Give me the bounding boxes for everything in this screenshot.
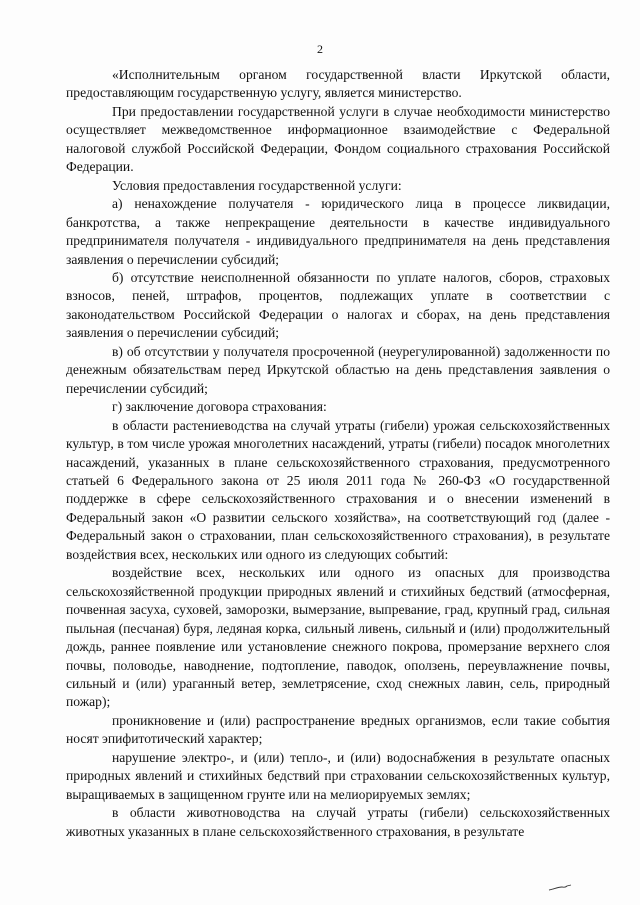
paragraph-conditions-heading: Условия предоставления государственной услуги:: [112, 177, 402, 193]
paragraph-natural-hazards: воздействие всех, нескольких или одного из опасных для производства сельскохозяйственной продукции природных явлений и стихийных бедствий (атмосферная, почвенная засуха, суховей, заморозки, вымерзание, выпревание, град, крупный град, сильная пыльная (песчаная) буря, ледяная корка, сильный ливень, сильный и (или) продолжительный дождь, раннее появление или установление снежного покрова, промерзание верхнего слоя почвы, половодье, наводнение, подтопление, паводок, оползень, переувлажнение почвы, сильный и (или) ураганный ветер, землетрясение, сход снежных лавин, сель, природный пожар);: [66, 565, 610, 710]
paragraph-utility-disruption: нарушение электро-, и (или) тепло-, и (или) водоснабжения в результате опасных природных явлений и стихийных бедствий при страховании сельскохозяйственных культур, выращиваемых в защищенном грунте или на мелиорируемых землях;: [66, 749, 610, 802]
paragraph-crop-insurance: в области растениеводства на случай утраты (гибели) урожая сельскохозяйственных культур, в том числе урожая многолетних насаждений, утраты (гибели) посадок многолетних насаждений, указанных в плане сельскохозяйственного страхования, предусмотренного статьей 6 Федерального закона от 25 июля 2011 года № 260-ФЗ «О государственной поддержке в сфере сельскохозяйственного страхования и о внесении изменений в Федеральный закон «О развитии сельского хозяйства», на соответствующий год (далее - Федеральный закон о страховании, план сельскохозяйственного страхования), в результате воздействия всех, нескольких или одного из следующих событий:: [66, 417, 610, 562]
paragraph-pests: проникновение и (или) распространение вредных организмов, если такие события носят эпифитотический характер;: [66, 712, 610, 747]
paragraph-condition-v: в) об отсутствии у получателя просроченной (неурегулированной) задолженности по денежным обязательствам перед Иркутской областью на день представления заявления о перечислении субсидий;: [66, 343, 610, 396]
initials-mark: [548, 884, 572, 892]
document-body: [66, 66, 610, 841]
page-number: 2: [317, 42, 323, 56]
paragraph-condition-b: б) отсутствие неисполненной обязанности по уплате налогов, сборов, страховых взносов, пеней, штрафов, процентов, подлежащих уплате в соответствии с законодательством Российской Федерации о налогах и сборах, на день представления заявления о перечислении субсидий;: [66, 269, 610, 341]
paragraph-condition-g: г) заключение договора страхования:: [112, 399, 327, 415]
paragraph-livestock-insurance: в области животноводства на случай утраты (гибели) сельскохозяйственных животных указанных в плане сельскохозяйственного страхования, в результате: [66, 805, 610, 839]
paragraph-interagency-interaction: При предоставлении государственной услуги в случае необходимости министерство осуществляет межведомственное информационное взаимодействие с Федеральной налоговой службой Российской Федерации, Фондом социального страхования Российской Федерации.: [66, 103, 610, 175]
paragraph-condition-a: а) ненахождение получателя - юридического лица в процессе ликвидации, банкротства, а также непрекращение деятельности в качестве индивидуального предпринимателя получателя - индивидуального предпринимателя на день представления заявления о перечислении субсидий;: [66, 196, 610, 267]
paragraph-executive-body: «Исполнительным органом государственной власти Иркутской области, предоставляющим государственную услугу, является министерство.: [66, 67, 610, 101]
